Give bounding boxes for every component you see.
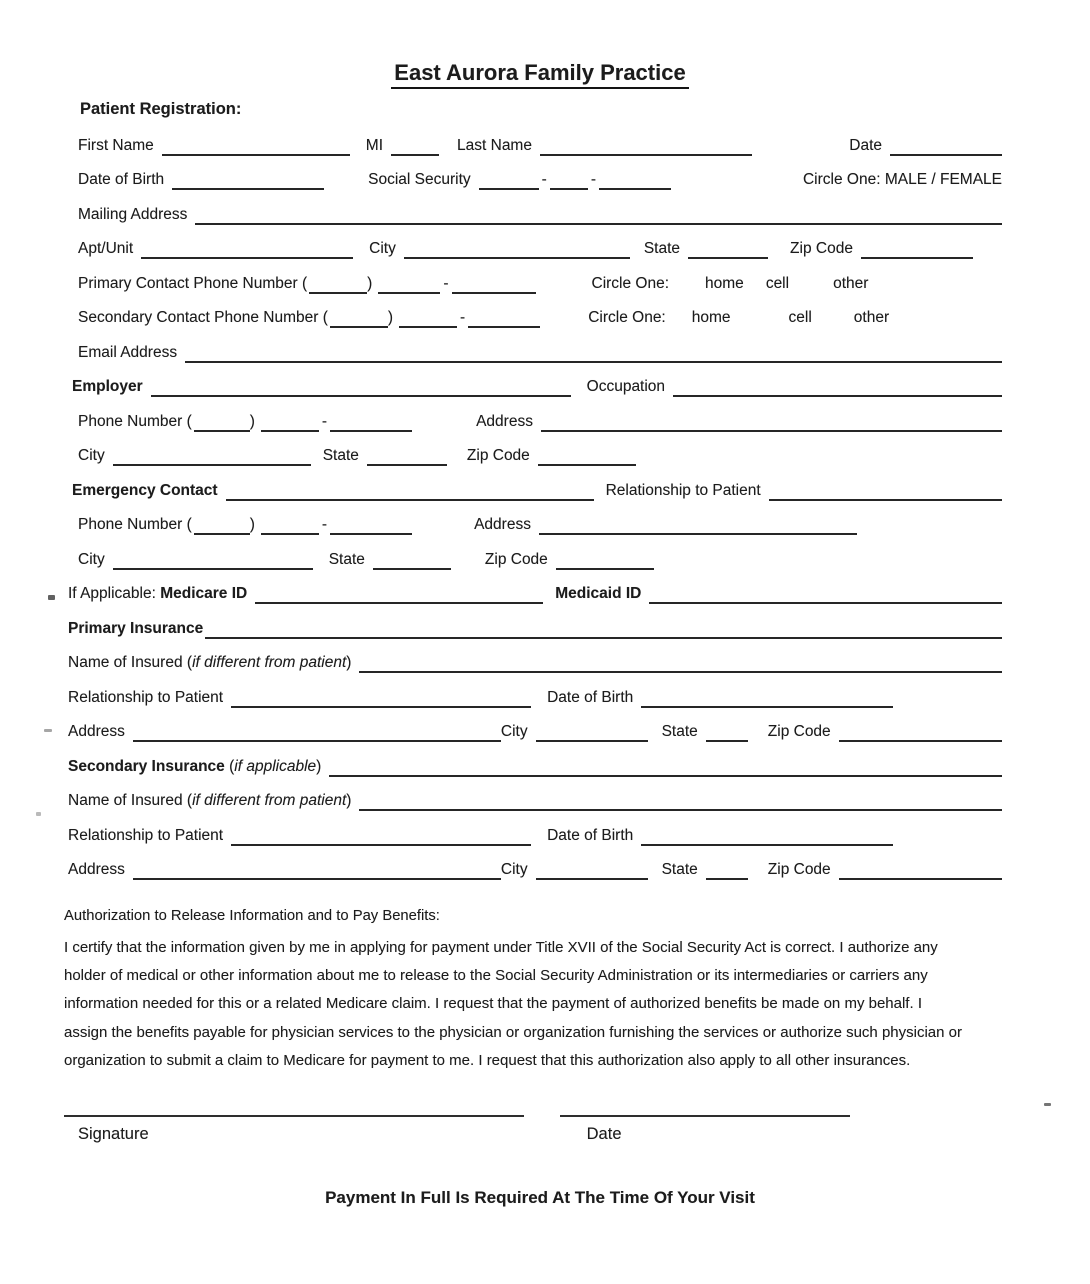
row-employer xyxy=(72,363,1002,398)
emergency-phone-open-paren: ( xyxy=(186,516,192,533)
row-mailing-address xyxy=(78,190,1002,225)
primary-relationship-label: Relationship to Patient xyxy=(68,688,224,706)
secondary-insurance-qualifier: if applicable xyxy=(234,757,317,775)
secondary-insurance-text: Secondary Insurance xyxy=(68,757,225,775)
primary-phone-blank-1 xyxy=(378,271,440,294)
ssn-dash-2: - xyxy=(590,171,597,188)
secondary-insurance-open-paren: ( xyxy=(229,757,235,775)
mi-blank xyxy=(391,133,439,156)
emergency-contact-label: Emergency Contact xyxy=(72,481,218,499)
signature-label: Signature xyxy=(78,1125,149,1144)
employer-phone-label xyxy=(78,411,192,432)
primary-dob-label: Date of Birth xyxy=(547,688,634,706)
employer-phone-open-paren: ( xyxy=(186,412,192,430)
primary-ins-city-blank xyxy=(536,719,648,742)
row-secondary-insurance xyxy=(68,742,1002,777)
employer-phone-blank-1 xyxy=(261,409,319,432)
emergency-phone-label xyxy=(78,514,192,535)
row-dob-ssn-gender xyxy=(78,156,1002,191)
gender-slash: / xyxy=(931,171,936,188)
emergency-phone-blank-1 xyxy=(261,512,319,535)
secondary-insured-close-paren: ) xyxy=(346,792,352,809)
primary-insurance-blank xyxy=(205,616,1002,639)
secondary-insurance-close-paren: ) xyxy=(316,757,322,775)
medicaid-id-label: Medicaid ID xyxy=(555,585,642,602)
secondary-ins-city-blank xyxy=(536,857,648,880)
emergency-contact-blank xyxy=(226,478,594,501)
row-emergency-phone-address xyxy=(78,501,1002,536)
last-name-blank xyxy=(540,133,752,156)
secondary-phone-blank-1 xyxy=(399,305,457,328)
authorization-heading: Authorization to Release Information and to Pay Benefits: xyxy=(64,908,440,924)
row-email xyxy=(78,328,1002,363)
secondary-phone-dash: - xyxy=(460,309,466,326)
employer-state-label: State xyxy=(322,447,359,464)
row-employer-phone-address xyxy=(78,397,1002,432)
secondary-phone-option-cell: cell xyxy=(788,309,812,326)
date-line xyxy=(560,1115,850,1117)
secondary-phone-blank-2 xyxy=(468,305,540,328)
gender-circle-one xyxy=(803,169,1002,190)
section-heading-patient-registration: Patient Registration: xyxy=(80,100,242,118)
primary-insured-qualifier: if different from patient xyxy=(192,654,347,671)
primary-insured-name-blank xyxy=(359,650,1002,673)
employer-phone-dash: - xyxy=(321,412,328,430)
secondary-relationship-label: Relationship to Patient xyxy=(68,826,224,844)
date-blank xyxy=(890,133,1002,156)
emergency-phone-blank-2 xyxy=(330,512,412,535)
primary-phone-option-home: home xyxy=(705,274,744,292)
row-secondary-insured-name xyxy=(68,777,1002,812)
signature-date-labels xyxy=(78,1125,1002,1144)
row-name xyxy=(78,121,1002,156)
row-primary-relationship-dob xyxy=(68,673,1002,708)
emergency-city-label: City xyxy=(78,550,105,568)
signature-date-label: Date xyxy=(586,1125,622,1144)
emergency-address-label: Address xyxy=(474,516,531,533)
employer-address-label: Address xyxy=(476,412,533,430)
scan-speck xyxy=(44,729,52,732)
form-title-text: East Aurora Family Practice xyxy=(391,60,688,89)
row-secondary-phone xyxy=(78,294,1002,329)
secondary-phone-label-text: Secondary Contact Phone Number xyxy=(78,309,319,326)
mailing-address-blank xyxy=(195,202,1002,225)
emergency-state-label: State xyxy=(328,550,365,568)
employer-phone-blank-2 xyxy=(330,409,412,432)
occupation-blank xyxy=(673,374,1002,397)
medicare-id-label: Medicare ID xyxy=(160,585,248,602)
ssn-dash-1: - xyxy=(541,171,547,188)
secondary-relationship-blank xyxy=(231,823,531,846)
row-secondary-insurance-address xyxy=(68,846,1002,881)
emergency-address-blank xyxy=(539,512,857,535)
secondary-phone-open-paren: ( xyxy=(322,309,328,326)
row-emergency-city-state-zip xyxy=(78,535,1002,570)
employer-blank xyxy=(151,374,571,397)
secondary-phone-area-blank xyxy=(330,305,388,328)
employer-zip-label: Zip Code xyxy=(466,447,530,464)
primary-phone-open-paren: ( xyxy=(301,274,308,292)
mi-label: MI xyxy=(365,136,384,154)
emergency-relationship-blank xyxy=(769,478,1002,501)
row-secondary-relationship-dob xyxy=(68,811,1002,846)
secondary-phone-label xyxy=(78,307,328,328)
primary-insurance-label: Primary Insurance xyxy=(68,619,204,637)
secondary-ins-address-blank xyxy=(133,857,501,880)
zip-blank xyxy=(861,236,973,259)
dob-blank xyxy=(172,167,324,190)
emergency-phone-close-paren: ) xyxy=(249,516,255,533)
primary-ins-state-label: State xyxy=(661,723,698,740)
primary-insured-name-text: Name of Insured xyxy=(68,654,183,671)
primary-ins-zip-blank xyxy=(839,719,1002,742)
primary-phone-label-text: Primary Contact Phone Number xyxy=(78,274,298,292)
date-label: Date xyxy=(849,136,882,154)
primary-phone-blank-2 xyxy=(452,271,536,294)
email-label: Email Address xyxy=(78,343,178,361)
primary-phone-close-paren: ) xyxy=(367,274,373,292)
first-name-blank xyxy=(162,133,350,156)
employer-state-blank xyxy=(367,443,447,466)
secondary-phone-circle-one: Circle One: xyxy=(588,309,666,326)
employer-label: Employer xyxy=(72,378,143,395)
authorization-line-3: information needed for this or a related Medicare claim. I request that the payment of authorized benefits be made on my behalf. I xyxy=(64,995,922,1013)
row-apt-city-state-zip xyxy=(78,225,1002,260)
state-blank xyxy=(688,236,768,259)
if-applicable-text: If Applicable: xyxy=(68,585,156,602)
primary-relationship-blank xyxy=(231,685,531,708)
emergency-phone-area-blank xyxy=(194,512,250,535)
secondary-ins-state-blank xyxy=(706,857,748,880)
primary-ins-address-blank xyxy=(133,719,501,742)
apt-unit-blank xyxy=(141,236,353,259)
row-employer-city-state-zip xyxy=(78,432,1002,467)
emergency-phone-label-text: Phone Number xyxy=(78,516,183,533)
occupation-label: Occupation xyxy=(586,378,666,395)
secondary-insured-name-text: Name of Insured xyxy=(68,792,183,809)
secondary-insured-name-blank xyxy=(359,788,1002,811)
scan-speck xyxy=(48,595,55,600)
dob-label: Date of Birth xyxy=(78,171,165,188)
emergency-phone-dash: - xyxy=(321,516,328,533)
gender-option-male: MALE xyxy=(884,171,928,188)
row-emergency-contact xyxy=(72,466,1002,501)
secondary-phone-close-paren: ) xyxy=(387,309,394,326)
primary-insured-open-paren: ( xyxy=(186,654,193,671)
ssn-blank-1 xyxy=(479,167,539,190)
primary-insured-close-paren: ) xyxy=(346,654,352,671)
city-blank xyxy=(404,236,630,259)
secondary-ins-zip-blank xyxy=(839,857,1002,880)
apt-unit-label: Apt/Unit xyxy=(78,240,134,257)
secondary-dob-blank xyxy=(641,823,893,846)
primary-ins-state-blank xyxy=(706,719,748,742)
primary-phone-option-other: other xyxy=(833,274,869,292)
primary-phone-dash: - xyxy=(443,274,449,292)
scan-speck xyxy=(1044,1103,1051,1106)
email-blank xyxy=(185,340,1002,363)
secondary-ins-city-label: City xyxy=(500,861,528,878)
emergency-zip-label: Zip Code xyxy=(484,550,548,568)
ssn-label: Social Security xyxy=(368,171,471,188)
row-primary-insurance xyxy=(68,604,1002,639)
ssn-blank-2 xyxy=(550,167,588,190)
employer-address-blank xyxy=(541,409,1002,432)
authorization-line-2: holder of medical or other information about me to release to the Social Security Administration or its intermediaries or carriers any xyxy=(64,967,928,985)
secondary-insured-name-label xyxy=(68,790,351,811)
authorization-section xyxy=(64,906,1002,1075)
row-primary-insured-name xyxy=(68,639,1002,674)
row-primary-phone xyxy=(78,259,1002,294)
mailing-address-label: Mailing Address xyxy=(78,205,188,223)
secondary-insured-open-paren: ( xyxy=(186,792,193,809)
state-label: State xyxy=(643,240,681,257)
secondary-ins-state-label: State xyxy=(661,861,698,878)
payment-notice: Payment In Full Is Required At The Time Of Your Visit xyxy=(325,1188,755,1208)
primary-dob-blank xyxy=(641,685,893,708)
signature-date-lines xyxy=(64,1115,1002,1117)
primary-phone-option-cell: cell xyxy=(765,274,790,292)
ssn-blank-3 xyxy=(599,167,671,190)
primary-ins-city-label: City xyxy=(500,723,528,740)
primary-phone-circle-one: Circle One: xyxy=(591,274,670,292)
last-name-label: Last Name xyxy=(457,136,532,154)
secondary-insured-qualifier: if different from patient xyxy=(192,792,347,809)
employer-phone-label-text: Phone Number xyxy=(78,412,183,430)
employer-phone-close-paren: ) xyxy=(249,412,255,430)
employer-city-blank xyxy=(113,443,311,466)
secondary-dob-label: Date of Birth xyxy=(547,826,634,844)
secondary-insurance-blank xyxy=(329,754,1002,777)
authorization-line-5: organization to submit a claim to Medicare for payment to me. I request that this authorization also apply to all other insurances. xyxy=(64,1051,911,1069)
gender-circle-one-label: Circle One: xyxy=(802,171,881,188)
secondary-phone-option-home: home xyxy=(691,309,731,326)
emergency-relationship-label: Relationship to Patient xyxy=(605,481,761,499)
emergency-city-blank xyxy=(113,547,313,570)
employer-zip-blank xyxy=(538,443,636,466)
authorization-line-1: I certify that the information given by me in applying for payment under Title XVII of the Social Security Act is correct. I authorize any xyxy=(64,939,938,956)
form-title xyxy=(78,60,1002,86)
primary-phone-area-blank xyxy=(309,271,367,294)
secondary-ins-zip-label: Zip Code xyxy=(767,861,831,878)
emergency-state-blank xyxy=(373,547,451,570)
secondary-phone-option-other: other xyxy=(853,309,890,326)
medicare-id-blank xyxy=(255,581,543,604)
row-primary-insurance-address xyxy=(68,708,1002,743)
row-medicare-medicaid xyxy=(68,570,1002,605)
emergency-zip-blank xyxy=(556,547,654,570)
scan-speck xyxy=(36,812,41,816)
gender-option-female: FEMALE xyxy=(939,171,1002,188)
city-label: City xyxy=(369,240,396,257)
first-name-label: First Name xyxy=(78,136,154,154)
primary-ins-zip-label: Zip Code xyxy=(767,723,831,740)
primary-insured-name-label xyxy=(68,652,351,673)
primary-phone-label xyxy=(78,273,307,294)
secondary-ins-address-label: Address xyxy=(68,861,125,878)
authorization-line-4: assign the benefits payable for physician services to the physician or organization furnishing the services or authorize such physician or xyxy=(64,1023,962,1041)
zip-label: Zip Code xyxy=(790,240,853,257)
signature-line xyxy=(64,1115,524,1117)
employer-phone-area-blank xyxy=(194,409,250,432)
primary-ins-address-label: Address xyxy=(68,723,125,740)
secondary-insurance-label xyxy=(68,756,321,777)
if-applicable-label xyxy=(68,583,247,604)
employer-city-label: City xyxy=(78,447,105,464)
medicaid-id-blank xyxy=(649,581,1002,604)
